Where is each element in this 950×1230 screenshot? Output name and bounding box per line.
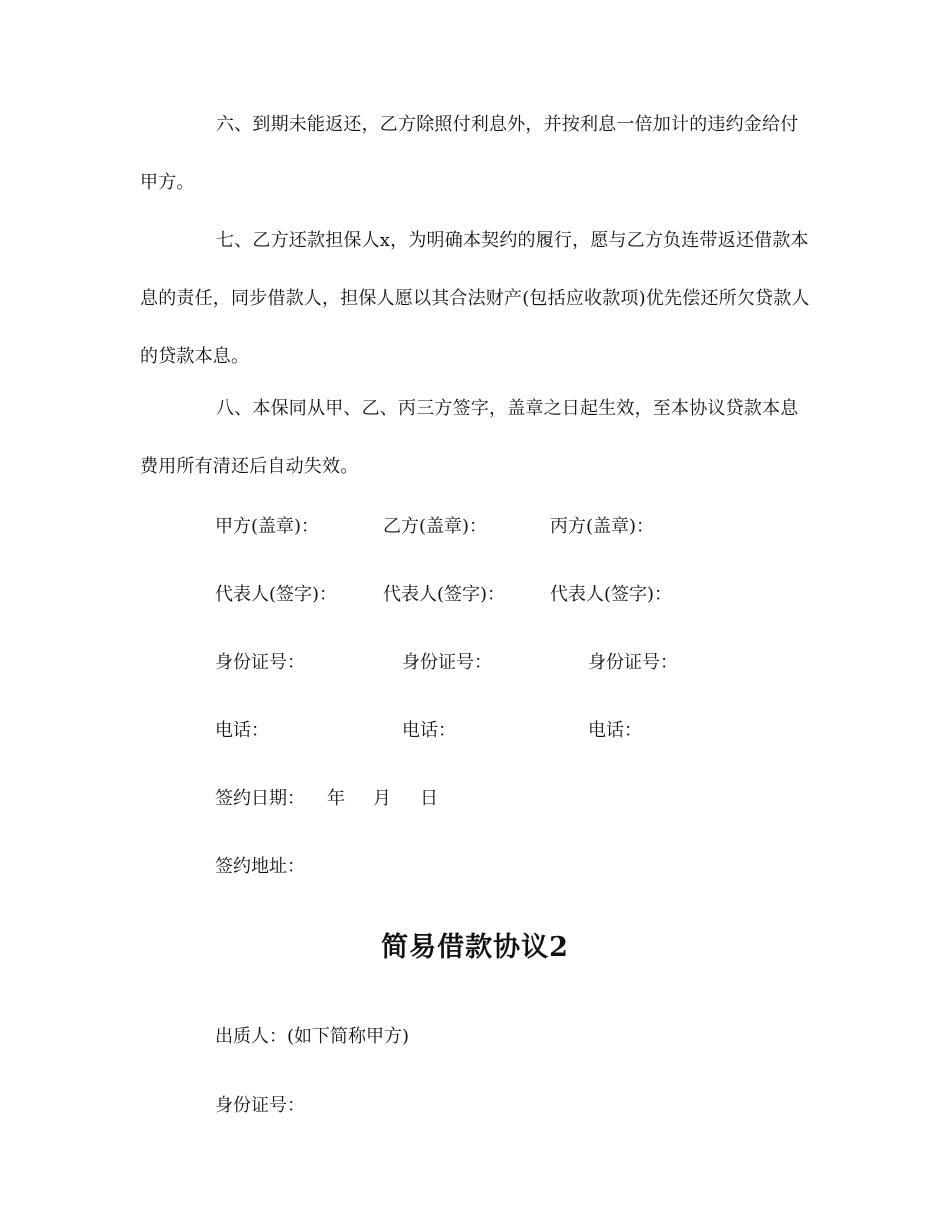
signing-date-year: 年 [327, 788, 345, 809]
party-b-id-number: 身份证号： [402, 652, 492, 673]
party-b-phone: 电话： [402, 720, 456, 741]
party-c-phone: 电话： [588, 720, 642, 741]
party-c-seal: 丙方(盖章)： [550, 516, 655, 537]
party-a-id-number: 身份证号： [215, 652, 305, 673]
signing-date-label: 签约日期： [215, 788, 305, 809]
pledger-line: 出质人：(如下简称甲方) [215, 1026, 410, 1047]
clause-eight: 八、本保同从甲、乙、丙三方签字，盖章之日起生效，至本协议贷款本息费用所有清还后自动失效。 [140, 398, 799, 477]
party-a-seal: 甲方(盖章)： [215, 516, 320, 537]
party-c-id-number: 身份证号： [588, 652, 678, 673]
signing-date-month: 月 [373, 788, 391, 809]
signing-address-label: 签约地址： [215, 856, 305, 877]
pledger-id-number: 身份证号： [215, 1095, 305, 1116]
clause-six: 六、到期未能返还，乙方除照付利息外，并按利息一倍加计的违约金给付甲方。 [140, 114, 799, 193]
signing-date-day: 日 [420, 788, 438, 809]
clause-seven: 七、乙方还款担保人x，为明确本契约的履行，愿与乙方负连带返还借款本息的责任，同步借款人，担保人愿以其合法财产(包括应收款项)优先偿还所欠贷款人的贷款本息。 [140, 230, 810, 367]
party-b-seal: 乙方(盖章)： [383, 516, 488, 537]
party-b-representative: 代表人(签字)： [383, 584, 506, 605]
party-a-phone: 电话： [215, 720, 269, 741]
party-a-representative: 代表人(签字)： [215, 584, 338, 605]
agreement-title: 简易借款协议2 [381, 932, 569, 963]
party-c-representative: 代表人(签字)： [550, 584, 673, 605]
